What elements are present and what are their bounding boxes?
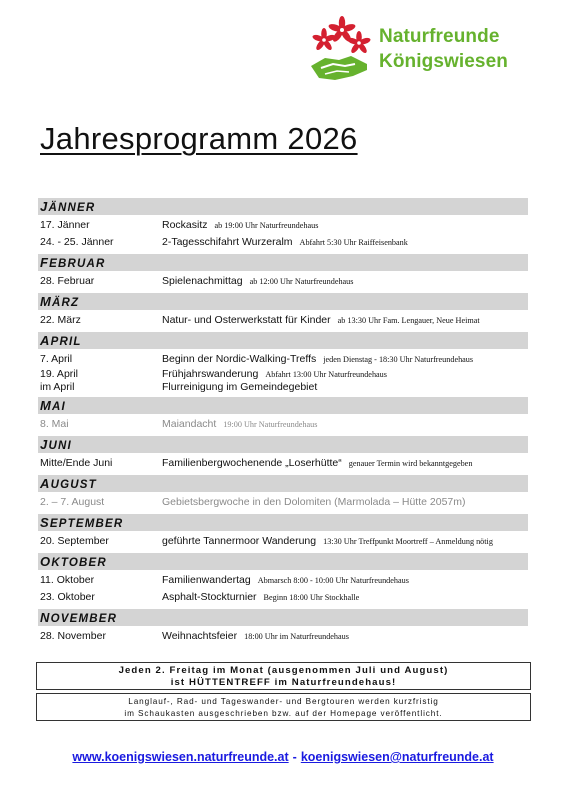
event-date: 28. Februar — [40, 275, 95, 287]
event-row — [38, 533, 528, 550]
month-initial: F — [40, 255, 50, 270]
event-row — [38, 455, 528, 472]
logo-text-line2: Königswiesen — [379, 51, 508, 72]
month-name-rest: OVEMBER — [50, 613, 118, 625]
event-description — [162, 234, 408, 251]
event-note: ab 19:00 Uhr Naturfreundehaus — [214, 221, 319, 230]
tours-notice-box — [36, 693, 531, 721]
month-initial: A — [40, 333, 51, 348]
month-name-rest: PRIL — [50, 336, 82, 348]
event-note: 19:00 Uhr Naturfreundehaus — [223, 420, 318, 429]
month-initial: M — [40, 294, 53, 309]
event-description — [162, 455, 472, 472]
month-header — [38, 436, 528, 453]
event-description — [162, 273, 353, 290]
logo-text-line1: Naturfreunde — [379, 26, 500, 47]
event-date: 7. April — [40, 353, 73, 365]
event-row — [38, 494, 528, 511]
event-note: Abmarsch 8:00 - 10:00 Uhr Naturfreundehaus — [257, 576, 409, 585]
event-row — [38, 273, 528, 290]
month-name-rest: KTOBER — [51, 557, 107, 569]
event-name: Rockasitz — [162, 219, 208, 231]
event-date: 20. September — [40, 535, 109, 547]
event-name: Flurreinigung im Gemeindegebiet — [162, 381, 318, 393]
event-description — [162, 217, 318, 234]
notice-box-line2: im Schaukasten ausgeschrieben bzw. auf der Homepage veröffentlicht. — [124, 709, 443, 718]
month-header — [38, 397, 528, 414]
event-description — [162, 628, 349, 645]
website-link[interactable]: www.koenigswiesen.naturfreunde.at — [72, 750, 289, 764]
event-date: 24. - 25. Jänner — [40, 236, 114, 248]
flower-hands-logo-icon — [305, 16, 377, 86]
month-header — [38, 198, 528, 215]
event-note: ab 13:30 Uhr Fam. Lengauer, Neue Heimat — [337, 316, 480, 325]
event-note: Abfahrt 13:00 Uhr Naturfreundehaus — [265, 370, 387, 379]
event-row — [38, 217, 528, 234]
huettentreff-info-box — [36, 662, 531, 690]
month-initial: J — [40, 199, 49, 214]
event-date: 11. Oktober — [40, 574, 95, 586]
month-name-rest: EPTEMBER — [49, 518, 124, 530]
notice-box-line1: Langlauf-, Rad- und Tageswander- und Bergtouren werden kurzfristig — [128, 697, 439, 706]
event-name: Weihnachtsfeier — [162, 630, 238, 642]
month-header — [38, 609, 528, 626]
event-note: Abfahrt 5:30 Uhr Raiffeisenbank — [299, 238, 408, 247]
month-header — [38, 514, 528, 531]
event-date: Mitte/Ende Juni — [40, 457, 113, 469]
event-row — [38, 416, 528, 433]
event-date: 23. Oktober — [40, 591, 95, 603]
page-title: Jahresprogramm 2026 — [40, 121, 358, 156]
month-initial: S — [40, 515, 50, 530]
event-description — [162, 381, 317, 394]
contact-footer — [0, 750, 566, 764]
event-note: jeden Dienstag - 18:30 Uhr Naturfreundehaus — [323, 355, 474, 364]
month-name-rest: UGUST — [50, 479, 97, 491]
event-note: Beginn 18:00 Uhr Stockhalle — [263, 593, 360, 602]
event-name: Maiandacht — [162, 418, 217, 430]
event-date: 19. April — [40, 368, 78, 380]
event-date: im April — [40, 381, 75, 393]
month-name-rest: EBRUAR — [49, 258, 106, 270]
event-description — [162, 368, 387, 381]
event-row — [38, 589, 528, 606]
event-description — [162, 351, 473, 368]
event-name: geführte Tannermoor Wanderung — [162, 535, 317, 547]
event-name: Gebietsbergwoche in den Dolomiten (Marmolada – Hütte 2057m) — [162, 496, 466, 508]
month-initial: N — [40, 610, 51, 625]
month-initial: J — [40, 437, 49, 452]
event-row — [38, 381, 528, 394]
month-header — [38, 293, 528, 310]
month-initial: A — [40, 476, 51, 491]
event-name: Frühjahrswanderung — [162, 368, 259, 380]
email-link[interactable]: koenigswiesen@naturfreunde.at — [300, 750, 494, 764]
event-row — [38, 312, 528, 329]
event-name: Asphalt-Stockturnier — [162, 591, 257, 603]
month-initial: M — [40, 398, 53, 413]
info-box-line1: Jeden 2. Freitag im Monat (ausgenommen Juli und August) — [118, 665, 449, 676]
event-description — [162, 589, 359, 606]
event-date: 17. Jänner — [40, 219, 90, 231]
event-row — [38, 368, 528, 381]
event-date: 22. März — [40, 314, 81, 326]
month-name-rest: ÄNNER — [48, 202, 96, 214]
event-description — [162, 416, 317, 433]
event-row — [38, 351, 528, 368]
event-name: Beginn der Nordic-Walking-Treffs — [162, 353, 317, 365]
month-header — [38, 332, 528, 349]
month-header — [38, 475, 528, 492]
month-name-rest: AI — [52, 401, 66, 413]
event-name: Spielenachmittag — [162, 275, 243, 287]
event-note: genauer Termin wird bekanntgegeben — [348, 459, 473, 468]
event-name: Natur- und Osterwerkstatt für Kinder — [162, 314, 331, 326]
naturfreunde-logo — [305, 16, 520, 88]
event-date: 8. Mai — [40, 418, 69, 430]
event-note: ab 12:00 Uhr Naturfreundehaus — [249, 277, 354, 286]
month-initial: O — [40, 554, 52, 569]
event-name: Familienbergwochenende „Loserhütte“ — [162, 457, 342, 469]
month-name-rest: ÄRZ — [52, 297, 80, 309]
month-header — [38, 254, 528, 271]
event-description — [162, 572, 409, 589]
event-description — [162, 533, 493, 550]
event-row — [38, 572, 528, 589]
event-date: 28. November — [40, 630, 106, 642]
month-name-rest: UNI — [48, 440, 72, 452]
event-note: 18:00 Uhr im Naturfreundehaus — [244, 632, 349, 641]
program-list — [38, 198, 528, 648]
event-description — [162, 494, 466, 511]
month-header — [38, 553, 528, 570]
event-row — [38, 234, 528, 251]
event-date: 2. – 7. August — [40, 496, 105, 508]
event-description — [162, 312, 480, 329]
event-note: 13:30 Uhr Treffpunkt Moortreff – Anmeldung nötig — [323, 537, 493, 546]
event-name: Familienwandertag — [162, 574, 251, 586]
info-box-line2: ist HÜTTENTREFF im Naturfreundehaus! — [170, 677, 397, 688]
event-name: 2-Tagesschifahrt Wurzeralm — [162, 236, 293, 248]
footer-separator: - — [292, 750, 297, 764]
event-row — [38, 628, 528, 645]
